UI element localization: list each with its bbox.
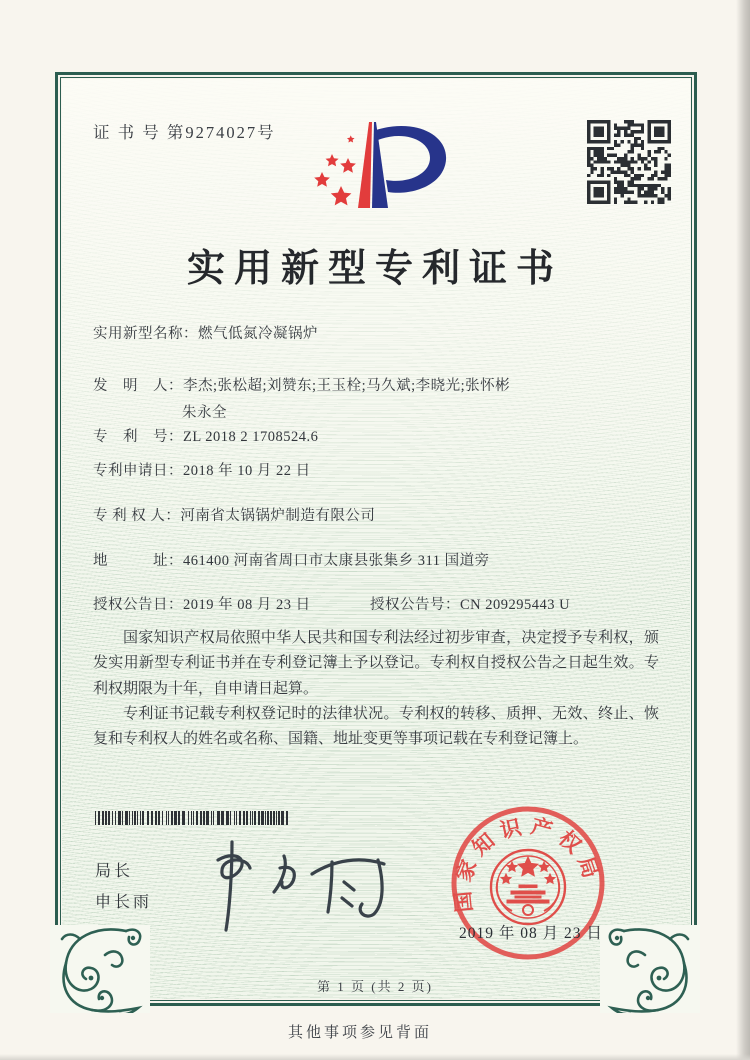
seal-ring-text: 国家知识产权局: [449, 813, 606, 914]
field-value: CN 209295443 U: [460, 597, 571, 613]
handwritten-signature: [192, 834, 397, 939]
field-grant-number: [370, 593, 570, 614]
legal-paragraph-2: 专利证书记载专利权登记时的法律状况。专利权的转移、质押、无效、终止、恢复和专利权人的姓名或名称、国籍、地址变更等事项记载在专利登记簿上。: [93, 705, 659, 748]
commissioner-title: 局长: [95, 863, 134, 880]
field-value: 2019 年 08 月 23 日: [183, 597, 311, 613]
qr-code: [587, 120, 671, 204]
legal-text: [93, 626, 659, 752]
field-value: 燃气低氮冷凝锅炉: [198, 326, 318, 342]
national-emblem-icon: [491, 850, 565, 924]
barcode: [95, 811, 291, 825]
field-value-continued: 朱永全: [182, 405, 227, 421]
field-utility-model-name: [93, 322, 318, 343]
field-grant: [93, 593, 659, 614]
field-label: 授权公告号：: [370, 597, 460, 613]
certificate-number: 证 书 号 第9274027号: [93, 123, 276, 142]
field-address: [93, 549, 490, 570]
field-label: 专利申请日：: [93, 463, 183, 479]
commissioner-name: 申长雨: [95, 894, 153, 911]
seal-date: 2019 年 08 月 23 日: [459, 925, 603, 942]
field-patentee: [93, 504, 375, 525]
field-label: 发 明 人：: [93, 378, 183, 394]
field-inventors: [93, 374, 510, 422]
legal-paragraph-1: 国家知识产权局依照中华人民共和国专利法经过初步审查，决定授予专利权，颁发实用新型专利证书并在专利登记簿上予以登记。专利权自授权公告之日起生效。专利权期限为十年，自申请日起算。: [93, 630, 659, 697]
field-label: 授权公告日：: [93, 597, 183, 613]
scan-edge-shadow-bottom: [0, 1054, 750, 1060]
field-filing-date: [93, 459, 311, 480]
field-value: 2018 年 10 月 22 日: [183, 463, 311, 479]
field-value: ZL 2018 2 1708524.6: [183, 429, 319, 445]
field-patent-number: [93, 425, 318, 446]
field-label: 地 址：: [93, 553, 183, 569]
corner-ornament-left: [50, 925, 150, 1013]
cnipa-patent-logo-icon: [296, 108, 464, 230]
corner-ornament-right: [600, 925, 700, 1013]
field-label: 专 利 号：: [93, 429, 183, 445]
certificate-title: 实用新型专利证书: [186, 248, 563, 290]
field-label: 专 利 权 人：: [93, 508, 181, 524]
back-side-note: 其他事项参见背面: [287, 1025, 432, 1041]
field-label: 实用新型名称：: [93, 326, 198, 342]
page-indicator: 第 1 页 (共 2 页): [317, 979, 433, 994]
field-value: 河南省太锅锅炉制造有限公司: [180, 508, 376, 524]
field-value: 461400 河南省周口市太康县张集乡 311 国道旁: [183, 553, 490, 569]
field-value: 李杰;张松超;刘赞东;王玉栓;马久斌;李晓光;张怀彬: [183, 378, 511, 394]
scan-edge-shadow: [736, 0, 750, 1060]
